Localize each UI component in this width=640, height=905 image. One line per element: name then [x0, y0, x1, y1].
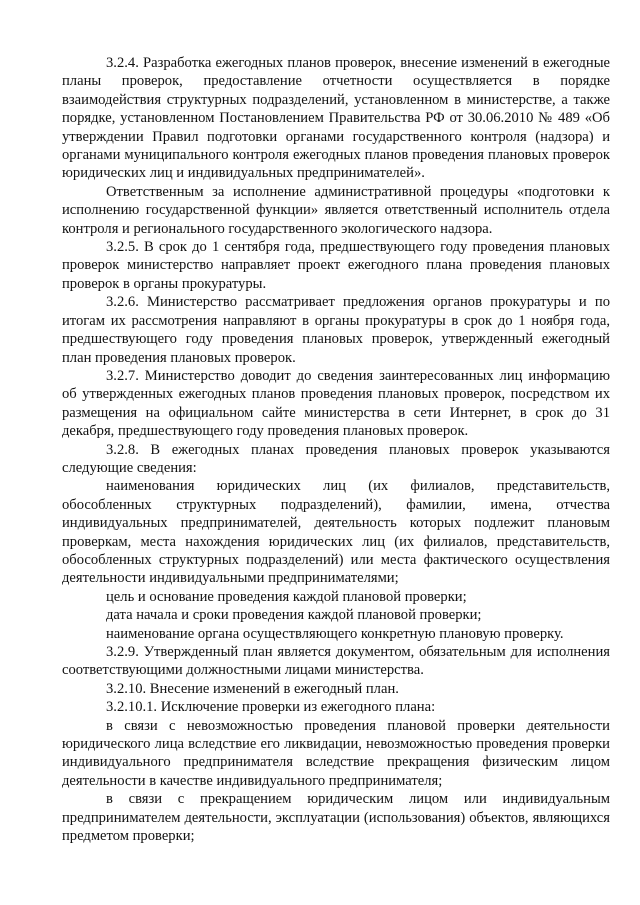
paragraph-3-2-9: 3.2.9. Утвержденный план является документом, обязательным для исполнения соответствующими должностными лицами министерства.	[62, 644, 610, 679]
document-page	[62, 54, 610, 845]
paragraph-3-2-10: 3.2.10. Внесение изменений в ежегодный план.	[106, 680, 399, 697]
list-item-authority: наименование органа осуществляющего конкретную плановую проверку.	[106, 625, 564, 642]
paragraph-3-2-7: 3.2.7. Министерство доводит до сведения заинтересованных лиц информацию об утвержденных ежегодных планов проведения плановых проверок, посредством их размещения на официальном сайте министерства в сети Интернет, в срок до 31 декабря, предшествующего году проведения плановых проверок.	[62, 367, 610, 440]
paragraph-3-2-5: 3.2.5. В срок до 1 сентября года, предшествующего году проведения плановых проверок министерство направляет проект ежегодного плана проведения плановых проверок в органы прокуратуры.	[62, 239, 610, 292]
paragraph-3-2-10-1: 3.2.10.1. Исключение проверки из ежегодного плана:	[106, 699, 436, 716]
list-item-names: наименования юридических лиц (их филиалов, представительств, обособленных структурных подразделений), фамилии, имена, отчества индивидуальных предпринимателей, деятельность которых подлежит плановым проверкам, места нахождения юридических лиц (их филиалов, представительств, обособленных структурных подразделений) или места фактического осуществления деятельности индивидуальными предпринимателями;	[62, 478, 610, 587]
paragraph-3-2-8: 3.2.8. В ежегодных планах проведения плановых проверок указываются следующие сведения:	[62, 441, 610, 476]
paragraph-responsible: Ответственным за исполнение административной процедуры «подготовки к исполнению государственной функции» является ответственный исполнитель отдела контроля и регионального государственного экологического надзора.	[62, 183, 610, 237]
list-item-termination: в связи с прекращением юридическим лицом или индивидуальным предпринимателем деятельности, эксплуатации (использования) объектов, являющихся предметом проверки;	[62, 791, 610, 845]
paragraph-3-2-4: 3.2.4. Разработка ежегодных планов проверок, внесение изменений в ежегодные планы проверок, предоставление отчетности осуществляется в порядке взаимодействия структурных подразделений, установленном в министерстве, а также порядке, установленном Постановлением Правительства РФ от 30.06.2010 № 489 «Об утверждении Правил подготовки органами государственного контроля (надзора) и органами муниципального контроля ежегодных планов проведения плановых проверок юридических лиц и индивидуальных предпринимателей».	[62, 55, 610, 182]
list-item-dates: дата начала и сроки проведения каждой плановой проверки;	[106, 607, 482, 624]
paragraph-3-2-6: 3.2.6. Министерство рассматривает предложения органов прокуратуры и по итогам их рассмотрения направляют в органы прокуратуры в срок до 1 ноября года, предшествующего году проведения плановых проверок, утвержденный ежегодный план проведения плановых проверок.	[62, 294, 610, 366]
list-item-liquidation: в связи с невозможностью проведения плановой проверки деятельности юридического лица вследствие его ликвидации, невозможностью проведения проверки индивидуального предпринимателя вследствие прекращения физическим лицом деятельности в качестве индивидуального предпринимателя;	[62, 717, 610, 789]
list-item-purpose: цель и основание проведения каждой плановой проверки;	[106, 588, 467, 605]
